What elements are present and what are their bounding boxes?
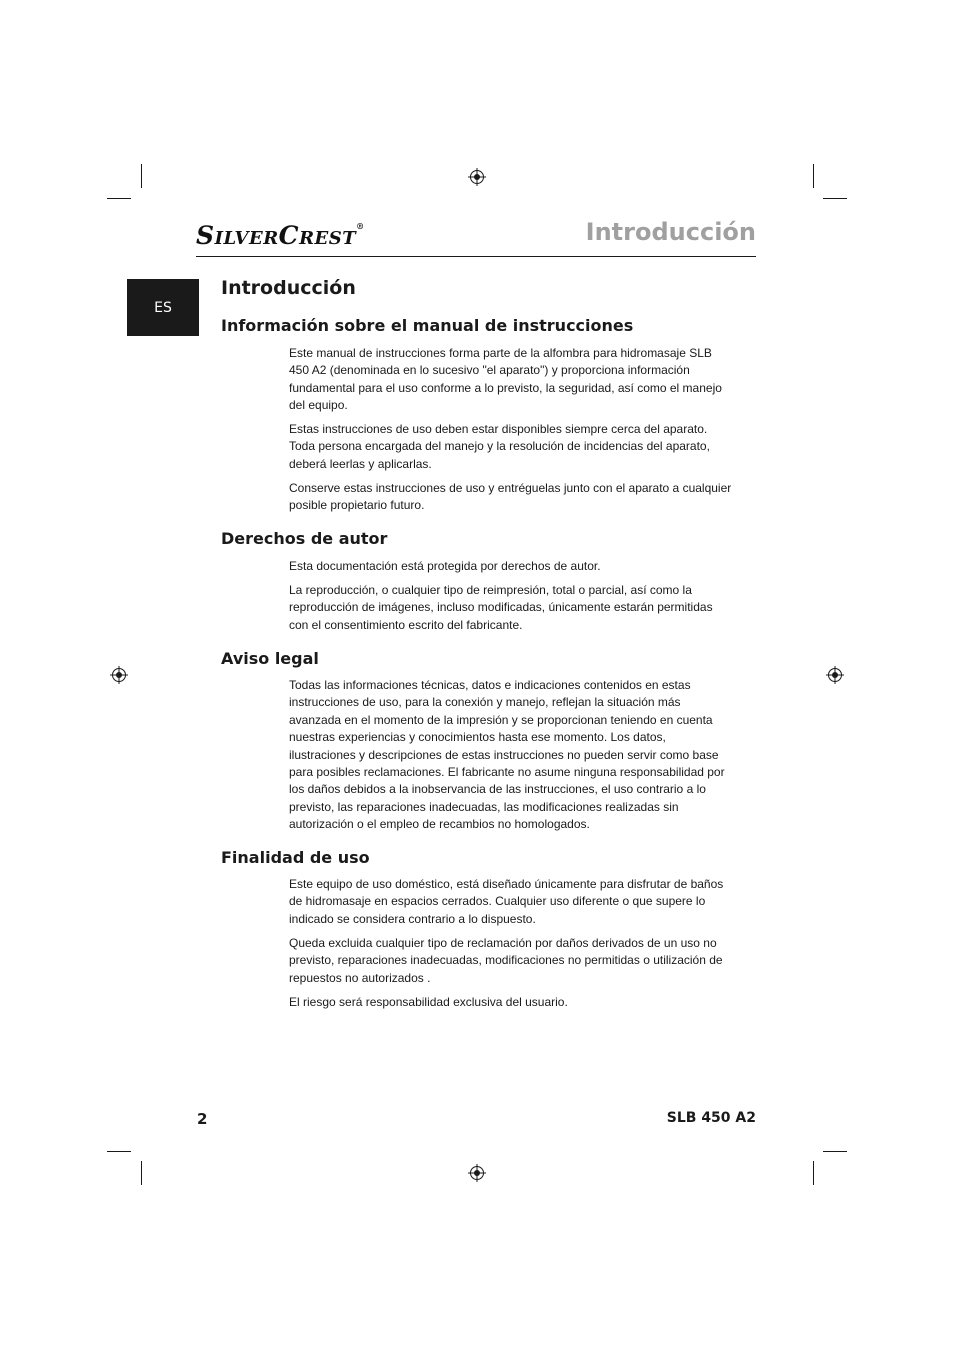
paragraph: La reproducción, o cualquier tipo de reimpresión, total o parcial, así como la reproducción de imágenes, incluso modificadas, únicamente estarán permitidas con el consentimiento escrito del fabricante. (289, 583, 713, 632)
paragraph: Este manual de instrucciones forma parte de la alfombra para hidromasaje SLB 450 A2 (denominada en lo sucesivo "el aparato") y proporciona información fundamental para el uso conforme a lo previsto, la seguridad, así como el manejo del equipo. (289, 346, 722, 413)
crop-mark (107, 1151, 131, 1152)
registration-mark-icon (468, 168, 486, 186)
paragraph: Queda excluida cualquier tipo de reclamación por daños derivados de un uso no previsto, reparaciones inadecuadas, modificaciones no permitidas o utilización de repuestos no autorizados . (289, 936, 723, 985)
section-heading: Aviso legal (221, 649, 319, 668)
registration-mark-icon (826, 666, 844, 684)
logo-letter: C (278, 221, 300, 250)
section-heading: Derechos de autor (221, 529, 388, 548)
logo-letters: REST (299, 228, 357, 249)
crop-mark (141, 164, 142, 188)
crop-mark (813, 1161, 814, 1185)
paragraph: Conserve estas instrucciones de uso y entréguelas junto con el aparato a cualquier posible propietario futuro. (289, 481, 732, 513)
logo-letter: S (196, 221, 215, 250)
paragraph: Este equipo de uso doméstico, está diseñado únicamente para disfrutar de baños de hidromasaje en espacios cerrados. Cualquier uso diferente o que supere lo indicado se considera contrario a lo dispuesto. (289, 877, 724, 926)
paragraph: Todas las informaciones técnicas, datos e indicaciones contenidos en estas instrucciones de uso, para la conexión y manejo, reflejan la situación más avanzada en el momento de la impresión y se proporcionan teniendo en cuenta nuestras experiencias y conocimientos hasta ese momento. Los datos, ilustraciones y descripciones de estas instrucciones no pueden servir como base para posibles reclamaciones. El fabricante no asume ninguna responsabilidad por los daños debidos a la inobservancia de las instrucciones, el uso contrario a lo previsto, las reparaciones inadecuadas, las modificaciones realizadas sin autorización o el empleo de recambios no homologados. (289, 678, 725, 832)
registered-mark: ® (356, 221, 365, 231)
registration-mark-icon (468, 1164, 486, 1182)
header-title: Introducción (585, 218, 756, 246)
paragraph: El riesgo será responsabilidad exclusiva del usuario. (289, 995, 568, 1009)
crop-mark (141, 1161, 142, 1185)
page-title: Introducción (221, 277, 356, 299)
crop-mark (813, 164, 814, 188)
crop-mark (823, 1151, 847, 1152)
header-divider (196, 256, 756, 257)
crop-mark (107, 198, 131, 199)
page-number: 2 (197, 1110, 208, 1128)
crop-mark (823, 198, 847, 199)
logo-letters: ILVER (214, 228, 279, 249)
paragraph: Esta documentación está protegida por derechos de autor. (289, 559, 601, 573)
section-heading: Finalidad de uso (221, 848, 370, 867)
model-number: SLB 450 A2 (666, 1110, 756, 1126)
language-tab: ES (127, 279, 199, 336)
brand-logo (196, 221, 365, 250)
registration-mark-icon (110, 666, 128, 684)
paragraph: Estas instrucciones de uso deben estar disponibles siempre cerca del aparato. Toda persona encargada del manejo y la resolución de incidencias del aparato, deberá leerlas y aplicarlas. (289, 422, 710, 471)
section-heading: Información sobre el manual de instrucciones (221, 316, 634, 335)
